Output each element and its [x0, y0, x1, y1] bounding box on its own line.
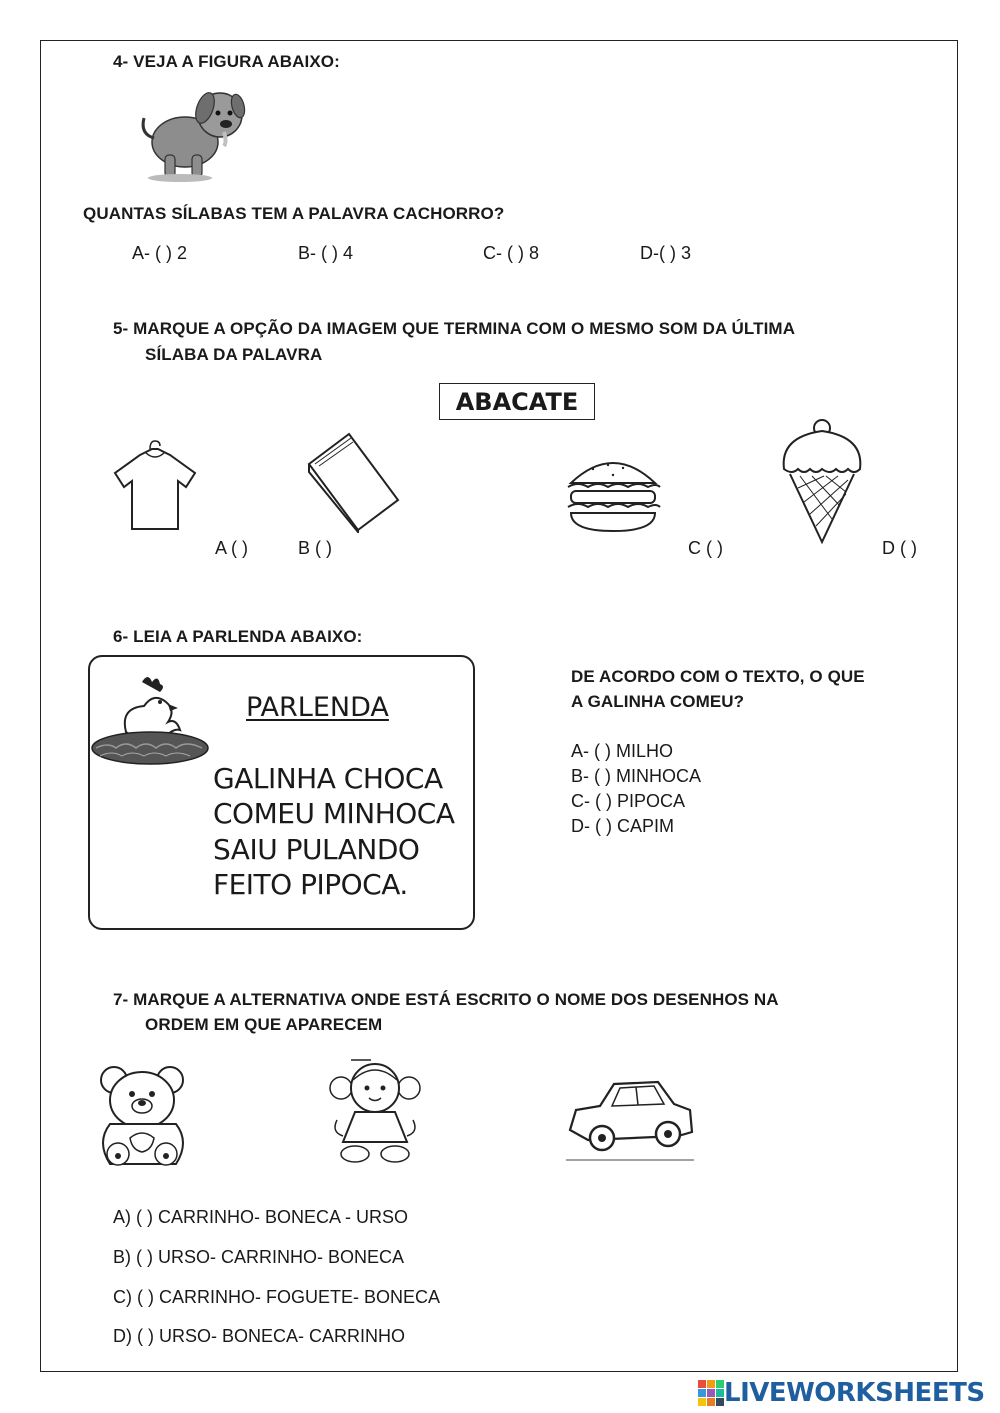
q5-option-a[interactable]: A ( ) [215, 538, 249, 558]
q5-option-c[interactable]: C ( ) [688, 538, 723, 558]
q6-option-b[interactable]: B- ( ) MINHOCA [571, 766, 701, 786]
q4-question: QUANTAS SÍLABAS TEM A PALAVRA CACHORRO? [83, 204, 505, 223]
q4-option-c[interactable]: C- ( ) 8 [483, 243, 539, 263]
q6-option-c[interactable]: C- ( ) PIPOCA [571, 791, 686, 811]
doll-image [327, 1058, 423, 1166]
q7-title-line2: ORDEM EM QUE APARECEM [145, 1015, 383, 1034]
shirt-image [110, 437, 200, 532]
q6-option-d[interactable]: D- ( ) CAPIM [571, 816, 674, 836]
teddy-bear-image [94, 1064, 190, 1168]
q7-option-c[interactable]: C) ( ) CARRINHO- FOGUETE- BONECA [113, 1287, 440, 1307]
q4-option-a[interactable]: A- ( ) 2 [132, 243, 188, 263]
ice-cream-image [776, 414, 866, 544]
q6-title: 6- LEIA A PARLENDA ABAIXO: [113, 627, 363, 646]
book-image [303, 428, 403, 533]
parlenda-title: PARLENDA [246, 692, 389, 723]
parlenda-line-3: SAIU PULANDO [213, 833, 420, 866]
burger-image [563, 453, 663, 535]
q4-title: 4- VEJA A FIGURA ABAIXO: [113, 52, 340, 71]
q5-option-d[interactable]: D ( ) [882, 538, 917, 558]
q5-title-line1: 5- MARQUE A OPÇÃO DA IMAGEM QUE TERMINA COM O MESMO SOM DA ÚLTIMA [113, 319, 796, 338]
q5-title-line2: SÍLABA DA PALAVRA [145, 345, 323, 364]
q7-option-a[interactable]: A) ( ) CARRINHO- BONECA - URSO [113, 1207, 409, 1227]
liveworksheets-logo [698, 1378, 985, 1408]
parlenda-line-4: FEITO PIPOCA. [213, 868, 408, 901]
logo-text: LIVEWORKSHEETS [724, 1378, 985, 1408]
hen-on-nest-image [90, 672, 210, 772]
q6-option-a[interactable]: A- ( ) MILHO [571, 741, 673, 761]
q5-option-b[interactable]: B ( ) [298, 538, 332, 558]
target-word-box: ABACATE [439, 383, 595, 420]
dog-image [140, 80, 250, 185]
q6-question-line1: DE ACORDO COM O TEXTO, O QUE [571, 667, 865, 686]
logo-icon [698, 1380, 724, 1406]
car-image [566, 1070, 696, 1162]
q6-question-line2: A GALINHA COMEU? [571, 692, 745, 711]
q7-option-b[interactable]: B) ( ) URSO- CARRINHO- BONECA [113, 1247, 405, 1267]
q4-option-b[interactable]: B- ( ) 4 [298, 243, 354, 263]
parlenda-line-1: GALINHA CHOCA [213, 762, 443, 795]
parlenda-line-2: COMEU MINHOCA [213, 797, 455, 830]
q7-option-d[interactable]: D) ( ) URSO- BONECA- CARRINHO [113, 1326, 405, 1346]
q4-option-d[interactable]: D-( ) 3 [640, 243, 691, 263]
q7-title-line1: 7- MARQUE A ALTERNATIVA ONDE ESTÁ ESCRITO O NOME DOS DESENHOS NA [113, 990, 779, 1009]
